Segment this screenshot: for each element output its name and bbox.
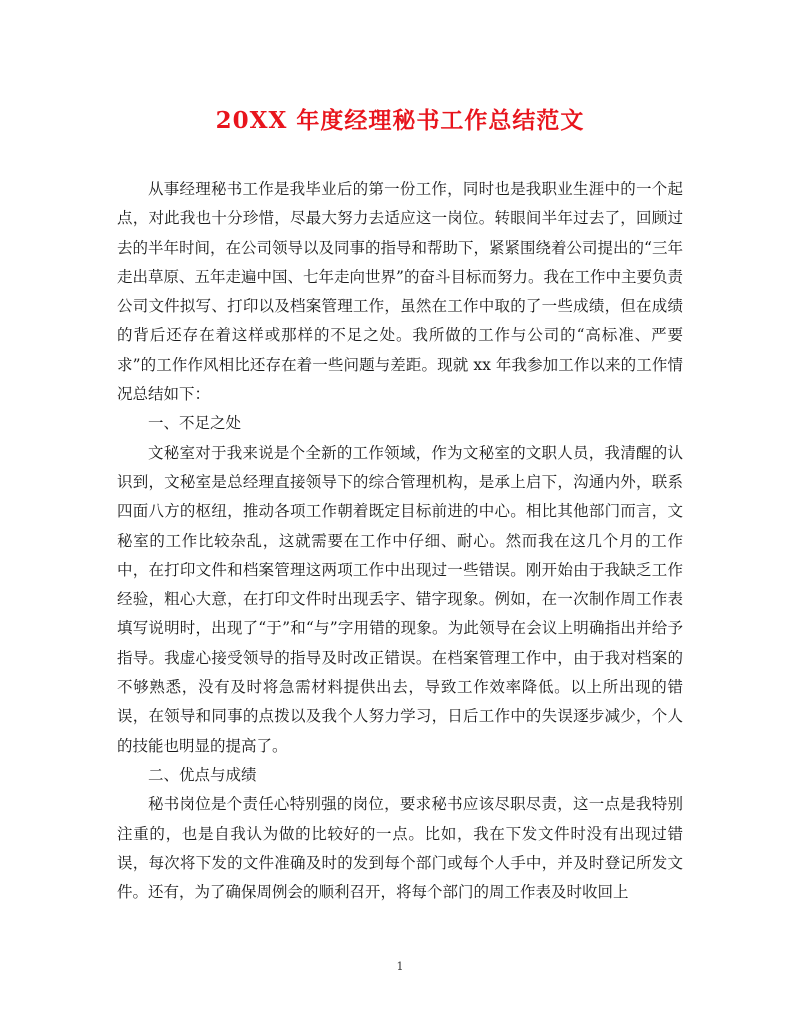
document-body (117, 175, 683, 907)
achievements-paragraph: 秘书岗位是个责任心特别强的岗位，要求秘书应该尽职尽责，这一点是我特别注重的，也是自我认为做的比较好的一点。比如，我在下发文件时没有出现过错误，每次将下发的文件准确及时的发到每个部门或每个人手中，并及时登记所发文件。还有，为了确保周例会的顺利召开，将每个部门的周工作表及时收回上 (117, 795, 683, 902)
intro-paragraph: 从事经理秘书工作是我毕业后的第一份工作，同时也是我职业生涯中的一个起点，对此我也十分珍惜，尽最大努力去适应这一岗位。转眼间半年过去了，回顾过去的半年时间，在公司领导以及同事的指导和帮助下，紧紧围绕着公司提出的“三年走出草原、五年走遍中国、七年走向世界”的奋斗目标而努力。我在工作中主要负责公司文件拟写、打印以及档案管理工作，虽然在工作中取的了一些成绩，但在成绩的背后还存在着这样或那样的不足之处。我所做的工作与公司的“高标准、严要求”的工作作风相比还存在着一些问题与差距。现就 xx 年我参加工作以来的工作情况总结如下： (117, 180, 683, 404)
section-heading-shortcomings: 一、不足之处 (148, 414, 242, 433)
page-number: 1 (396, 960, 404, 973)
document-title: 20XX 年度经理秘书工作总结范文 (215, 107, 585, 134)
shortcomings-paragraph: 文秘室对于我来说是个全新的工作领域，作为文秘室的文职人员，我清醒的认识到，文秘室是总经理直接领导下的综合管理机构，是承上启下，沟通内外，联系四面八方的枢纽，推动各项工作朝着既定目标前进的中心。相比其他部门而言，文秘室的工作比较杂乱，这就需要在工作中仔细、耐心。然而我在这几个月的工作中，在打印文件和档案管理这两项工作中出现过一些错误。刚开始由于我缺乏工作经验，粗心大意，在打印文件时出现丢字、错字现象。例如，在一次制作周工作表填写说明时，出现了“于”和“与”字用错的现象。为此领导在会议上明确指出并给予指导。我虚心接受领导的指导及时改正错误。在档案管理工作中，由于我对档案的不够熟悉，没有及时将急需材料提供出去，导致工作效率降低。以上所出现的错误，在领导和同事的点拨以及我个人努力学习，日后工作中的失误逐步减少，个人的技能也明显的提高了。 (117, 443, 683, 755)
section-heading-achievements: 二、优点与成绩 (148, 765, 257, 784)
